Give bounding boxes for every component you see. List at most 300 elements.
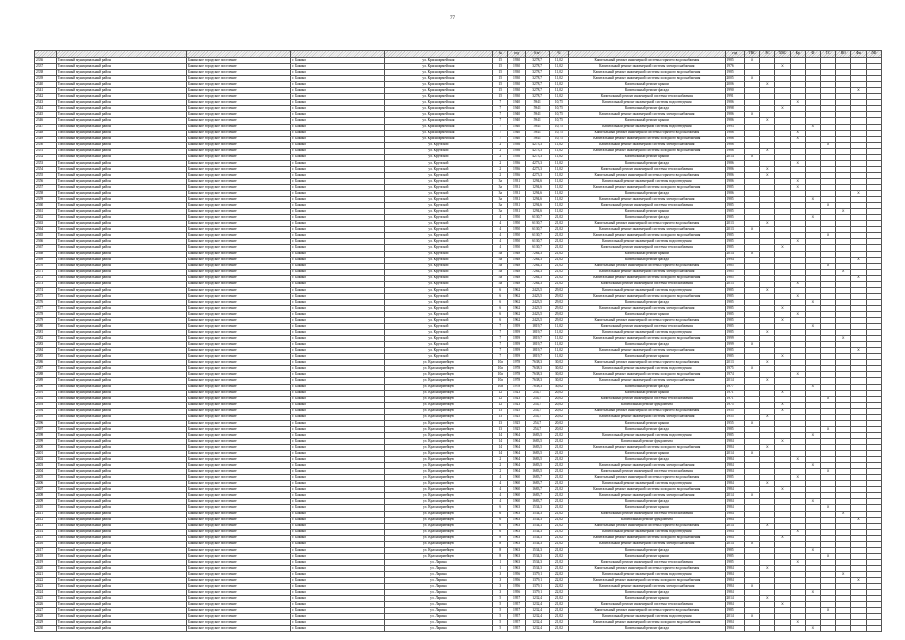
cell-house: 5 <box>493 614 508 620</box>
cell-work-type: Капитальный ремонт инженерной системы холодного водоснабжения <box>569 275 725 281</box>
cell-number: 2408 <box>35 493 57 499</box>
cell-house: 3а <box>493 191 508 197</box>
cell-city: г. Бакино <box>291 420 384 426</box>
cell-plan-year: 1986 <box>725 191 745 197</box>
cell-area: 5941 <box>525 106 549 112</box>
cell-plan-year: 2014 <box>725 378 745 384</box>
cell-percent: 21,02 <box>549 541 569 547</box>
cell-percent: 11,02 <box>549 142 569 148</box>
cell-number: 2421 <box>35 571 57 577</box>
cell-area: 7638,3 <box>525 360 549 366</box>
cell-house: 13 <box>493 420 508 426</box>
cell-work-type: Капитальный ремонт инженерной системы электроснабжения <box>569 541 725 547</box>
table-body <box>35 58 882 632</box>
cell-settlement: Бакинское городское поселение <box>187 390 291 396</box>
cell-house: 2 <box>493 160 508 166</box>
cell-number: 2364 <box>35 227 57 233</box>
cell-house: 5 <box>493 608 508 614</box>
cell-work-type: Капитальный ремонт инженерной системы водоотведения <box>569 529 725 535</box>
cell-area: 6130,7 <box>525 221 549 227</box>
cell-street: ул. Крупской <box>384 154 493 160</box>
cell-city: г. Бакино <box>291 251 384 257</box>
cell-house: 8 <box>493 553 508 559</box>
cell-work-type: Капитальный ремонт фасада <box>569 457 725 463</box>
cell-house: 14 <box>493 451 508 457</box>
cell-year: 1950 <box>508 221 525 227</box>
cell-settlement: Бакинское городское поселение <box>187 172 291 178</box>
cell-house: 12 <box>493 396 508 402</box>
cell-mark-6: X <box>820 553 835 559</box>
cell-area: 1294,6 <box>525 209 549 215</box>
cell-year: 1963 <box>508 529 525 535</box>
cell-house: 4 <box>493 239 508 245</box>
cell-percent: 21,02 <box>549 221 569 227</box>
cell-year: 1959 <box>508 354 525 360</box>
cell-work-type: Капитальный ремонт инженерной системы холодного водоснабжения <box>569 293 725 299</box>
cell-percent: 21,02 <box>549 487 569 493</box>
cell-percent: 11,02 <box>549 354 569 360</box>
cell-percent: 21,02 <box>549 626 569 632</box>
cell-mark-5: X <box>805 197 820 203</box>
cell-percent: 11,02 <box>549 348 569 354</box>
cell-city: г. Бакино <box>291 166 384 172</box>
cell-number: 2338 <box>35 70 57 76</box>
cell-percent: 21,02 <box>549 475 569 481</box>
cell-number: 2346 <box>35 118 57 124</box>
cell-year: 1925 <box>508 414 525 420</box>
cell-area: 254,7 <box>525 402 549 408</box>
cell-street: ул. Крупской <box>384 172 493 178</box>
cell-number: 2399 <box>35 438 57 444</box>
cell-work-type: Капитальный ремонт инженерной системы горячего водоснабжения <box>569 360 725 366</box>
cell-plan-year: 1984 <box>725 578 745 584</box>
cell-house: 10а <box>493 384 508 390</box>
cell-work-type: Капитальный ремонт инженерной системы водоотведения <box>569 178 725 184</box>
cell-year: 1930 <box>508 88 525 94</box>
cell-mark-7: X <box>836 336 851 342</box>
cell-area: 1294,6 <box>525 191 549 197</box>
cell-area: 4273,3 <box>525 166 549 172</box>
cell-district: Тополиный муниципальный район <box>56 142 186 148</box>
cell-area: 1683,7 <box>525 475 549 481</box>
cell-number: 2379 <box>35 318 57 324</box>
cell-year: 1959 <box>508 324 525 330</box>
cell-district: Тополиный муниципальный район <box>56 281 186 287</box>
cell-work-type: Капитальный ремонт крыши <box>569 354 725 360</box>
cell-plan-year: 1985 <box>725 348 745 354</box>
cell-number: 2387 <box>35 366 57 372</box>
cell-settlement: Бакинское городское поселение <box>187 432 291 438</box>
cell-year: 1936 <box>508 148 525 154</box>
cell-area: 5941 <box>525 118 549 124</box>
cell-area: 3278,7 <box>525 58 549 64</box>
cell-number: 2345 <box>35 112 57 118</box>
cell-city: г. Бакино <box>291 172 384 178</box>
cell-house: 7 <box>493 112 508 118</box>
cell-percent: 21,02 <box>549 451 569 457</box>
cell-area: 1534,3 <box>525 505 549 511</box>
cell-area: 1819,7 <box>525 336 549 342</box>
cell-area: 1534,3 <box>525 547 549 553</box>
cell-plan-year: 1999 <box>725 342 745 348</box>
cell-work-type: Капитальный ремонт инженерной системы холодного водоснабжения <box>569 535 725 541</box>
cell-area: 254,7 <box>525 396 549 402</box>
cell-work-type: Капитальный ремонт фасада <box>569 499 725 505</box>
column-header-work <box>569 51 725 58</box>
cell-district: Тополиный муниципальный район <box>56 590 186 596</box>
cell-year: 1963 <box>508 547 525 553</box>
cell-settlement: Бакинское городское поселение <box>187 547 291 553</box>
cell-number: 2403 <box>35 463 57 469</box>
cell-district: Тополиный муниципальный район <box>56 384 186 390</box>
cell-area: 1379,1 <box>525 571 549 577</box>
cell-percent: 21,02 <box>549 499 569 505</box>
cell-plan-year: 1985 <box>725 432 745 438</box>
cell-area: 5941 <box>525 112 549 118</box>
cell-mark-6: X <box>820 203 835 209</box>
cell-year: 1930 <box>508 64 525 70</box>
cell-plan-year: 1984 <box>725 505 745 511</box>
cell-city: г. Бакино <box>291 342 384 348</box>
cell-percent: 30,02 <box>549 372 569 378</box>
column-header-m4: Кр <box>790 51 805 58</box>
cell-district: Тополиный муниципальный район <box>56 614 186 620</box>
cell-year: 1959 <box>508 348 525 354</box>
cell-house: 6 <box>493 305 508 311</box>
cell-plan-year: 1985 <box>725 263 745 269</box>
cell-mark-2: X <box>760 481 775 487</box>
cell-year: 1962 <box>508 287 525 293</box>
cell-settlement: Бакинское городское поселение <box>187 487 291 493</box>
cell-plan-year: 2014 <box>725 493 745 499</box>
cell-plan-year: 1993 <box>725 124 745 130</box>
cell-area: 1534,3 <box>525 517 549 523</box>
cell-work-type: Капитальный ремонт инженерной системы холодного водоснабжения <box>569 578 725 584</box>
cell-street: ул. Красноармейцев <box>384 372 493 378</box>
cell-percent: 10,75 <box>549 136 569 142</box>
cell-house: 3а <box>493 209 508 215</box>
cell-mark-5: X <box>805 432 820 438</box>
cell-house: 7 <box>493 324 508 330</box>
cell-district: Тополиный муниципальный район <box>56 324 186 330</box>
cell-area: 7638,3 <box>525 366 549 372</box>
cell-year: 1930 <box>508 94 525 100</box>
column-header-street <box>384 51 493 58</box>
cell-settlement: Бакинское городское поселение <box>187 596 291 602</box>
cell-district: Тополиный муниципальный район <box>56 88 186 94</box>
cell-city: г. Бакино <box>291 293 384 299</box>
cell-settlement: Бакинское городское поселение <box>187 203 291 209</box>
cell-street: ул. Крупской <box>384 336 493 342</box>
cell-plan-year: 1984 <box>725 565 745 571</box>
cell-district: Тополиный муниципальный район <box>56 354 186 360</box>
cell-settlement: Бакинское городское поселение <box>187 136 291 142</box>
cell-percent: 11,02 <box>549 203 569 209</box>
cell-number: 2336 <box>35 58 57 64</box>
cell-area: 1379,1 <box>525 584 549 590</box>
cell-work-type: Капитальный ремонт фасада <box>569 626 725 632</box>
cell-year: 1956 <box>508 571 525 577</box>
cell-year: 1950 <box>508 215 525 221</box>
cell-street: ул. Крупской <box>384 342 493 348</box>
cell-percent: 20,02 <box>549 390 569 396</box>
cell-street: ул. Ларина <box>384 596 493 602</box>
cell-percent: 22,02 <box>549 571 569 577</box>
cell-area: 1683,5 <box>525 432 549 438</box>
cell-percent: 21,02 <box>549 457 569 463</box>
cell-city: г. Бакино <box>291 553 384 559</box>
cell-percent: 21,02 <box>549 596 569 602</box>
cell-work-type: Капитальный ремонт фундамента <box>569 517 725 523</box>
column-header-m1: ГВС <box>745 51 760 58</box>
cell-number: 2404 <box>35 469 57 475</box>
cell-year: 1957 <box>508 596 525 602</box>
cell-street: ул. Красноармейцев <box>384 535 493 541</box>
cell-area: 1232,4 <box>525 602 549 608</box>
cell-year: 1960 <box>508 481 525 487</box>
cell-work-type: Капитальный ремонт крыши <box>569 451 725 457</box>
cell-percent: 21,02 <box>549 517 569 523</box>
cell-work-type: Капитальный ремонт крыши <box>569 209 725 215</box>
cell-house: 13 <box>493 414 508 420</box>
column-header-no <box>35 51 57 58</box>
cell-mark-6: X <box>820 233 835 239</box>
cell-settlement: Бакинское городское поселение <box>187 324 291 330</box>
cell-mark-1: X <box>745 76 760 82</box>
cell-street: ул. Красноармейцев <box>384 408 493 414</box>
cell-street: ул. Красноармейцев <box>384 547 493 553</box>
cell-mark-1: X <box>745 58 760 64</box>
cell-house: 7 <box>493 354 508 360</box>
cell-percent: 20,02 <box>549 426 569 432</box>
cell-mark-6: X <box>820 142 835 148</box>
cell-year: 1948 <box>508 275 525 281</box>
cell-street: ул. Крупской <box>384 239 493 245</box>
cell-street: ул. Красноармейская <box>384 100 493 106</box>
cell-settlement: Бакинское городское поселение <box>187 463 291 469</box>
cell-area: 5941 <box>525 136 549 142</box>
cell-house: 8 <box>493 541 508 547</box>
cell-district: Тополиный муниципальный район <box>56 511 186 517</box>
cell-mark-1: X <box>745 541 760 547</box>
cell-area: 1819,7 <box>525 354 549 360</box>
cell-year: 1978 <box>508 360 525 366</box>
cell-percent: 21,02 <box>549 263 569 269</box>
cell-settlement: Бакинское городское поселение <box>187 154 291 160</box>
cell-mark-1: X <box>745 584 760 590</box>
cell-plan-year: 2013 <box>725 281 745 287</box>
cell-settlement: Бакинское городское поселение <box>187 493 291 499</box>
cell-district: Тополиный муниципальный район <box>56 620 186 626</box>
cell-district: Тополиный муниципальный район <box>56 263 186 269</box>
cell-district: Тополиный муниципальный район <box>56 166 186 172</box>
cell-city: г. Бакино <box>291 263 384 269</box>
cell-plan-year: 1984 <box>725 445 745 451</box>
cell-settlement: Бакинское городское поселение <box>187 305 291 311</box>
cell-district: Тополиный муниципальный район <box>56 299 186 305</box>
cell-area: 1534,3 <box>525 565 549 571</box>
cell-district: Тополиный муниципальный район <box>56 372 186 378</box>
cell-work-type: Капитальный ремонт фасада <box>569 191 725 197</box>
cell-number: 2383 <box>35 342 57 348</box>
cell-street: ул. Крупской <box>384 324 493 330</box>
cell-mark-3: X <box>775 390 790 396</box>
cell-mark-8: X <box>851 578 866 584</box>
cell-plan-year: 1984 <box>725 457 745 463</box>
cell-settlement: Бакинское городское поселение <box>187 529 291 535</box>
cell-year: 1940 <box>508 112 525 118</box>
cell-plan-year: 1998 <box>725 106 745 112</box>
cell-city: г. Бакино <box>291 257 384 263</box>
cell-number: 2398 <box>35 432 57 438</box>
cell-number: 2397 <box>35 426 57 432</box>
cell-district: Тополиный муниципальный район <box>56 445 186 451</box>
cell-settlement: Бакинское городское поселение <box>187 608 291 614</box>
cell-area: 1232,4 <box>525 614 549 620</box>
cell-street: ул. Крупской <box>384 299 493 305</box>
cell-street: ул. Крупской <box>384 203 493 209</box>
cell-number: 2369 <box>35 257 57 263</box>
cell-work-type: Капитальный ремонт инженерной системы водоотведения <box>569 124 725 130</box>
cell-work-type: Капитальный ремонт фундамента <box>569 438 725 444</box>
cell-city: г. Бакино <box>291 305 384 311</box>
cell-district: Тополиный муниципальный район <box>56 596 186 602</box>
cell-number: 2415 <box>35 535 57 541</box>
cell-percent: 11,02 <box>549 76 569 82</box>
cell-settlement: Бакинское городское поселение <box>187 366 291 372</box>
cell-mark-3: X <box>775 535 790 541</box>
cell-house: 4 <box>493 487 508 493</box>
cell-settlement: Бакинское городское поселение <box>187 535 291 541</box>
cell-year: 1964 <box>508 445 525 451</box>
cell-work-type: Капитальный ремонт инженерной системы электроснабжения <box>569 493 725 499</box>
cell-house: 4 <box>493 221 508 227</box>
cell-percent: 21,02 <box>549 463 569 469</box>
cell-house: 1 <box>493 565 508 571</box>
cell-number: 2427 <box>35 608 57 614</box>
cell-mark-6: X <box>820 608 835 614</box>
cell-work-type: Капитальный ремонт инженерной системы водоотведения <box>569 614 725 620</box>
cell-street: ул. Крупской <box>384 227 493 233</box>
cell-year: 1957 <box>508 626 525 632</box>
cell-mark-4: X <box>790 620 805 626</box>
cell-number: 2413 <box>35 523 57 529</box>
cell-year: 1948 <box>508 269 525 275</box>
cell-city: г. Бакино <box>291 191 384 197</box>
cell-work-type: Капитальный ремонт инженерной системы холодного водоснабжения <box>569 336 725 342</box>
cell-street: ул. Красноармейская <box>384 82 493 88</box>
cell-street: ул. Красноармейская <box>384 64 493 70</box>
cell-plan-year: 1986 <box>725 142 745 148</box>
cell-street: ул. Красноармейская <box>384 70 493 76</box>
cell-area: 4273,3 <box>525 148 549 154</box>
cell-plan-year: 1984 <box>725 620 745 626</box>
cell-settlement: Бакинское городское поселение <box>187 469 291 475</box>
cell-mark-4: X <box>790 293 805 299</box>
cell-year: 1963 <box>508 511 525 517</box>
cell-mark-4: X <box>790 239 805 245</box>
cell-area: 254,7 <box>525 414 549 420</box>
cell-house: 8 <box>493 547 508 553</box>
cell-percent: 11,02 <box>549 330 569 336</box>
cell-number: 2388 <box>35 372 57 378</box>
cell-mark-1: X <box>745 493 760 499</box>
cell-city: г. Бакино <box>291 578 384 584</box>
cell-street: ул. Красноармейская <box>384 76 493 82</box>
cell-district: Тополиный муниципальный район <box>56 348 186 354</box>
cell-settlement: Бакинское городское поселение <box>187 184 291 190</box>
cell-year: 1931 <box>508 178 525 184</box>
cell-area: 1819,7 <box>525 342 549 348</box>
cell-plan-year: 1971 <box>725 390 745 396</box>
cell-mark-8: X <box>851 257 866 263</box>
cell-percent: 11,02 <box>549 70 569 76</box>
cell-city: г. Бакино <box>291 402 384 408</box>
cell-city: г. Бакино <box>291 511 384 517</box>
cell-number: 2365 <box>35 233 57 239</box>
cell-work-type: Капитальный ремонт инженерной системы горячего водоснабжения <box>569 565 725 571</box>
cell-settlement: Бакинское городское поселение <box>187 124 291 130</box>
cell-district: Тополиный муниципальный район <box>56 463 186 469</box>
cell-mark-1: X <box>745 251 760 257</box>
cell-area: 7638,3 <box>525 372 549 378</box>
cell-mark-2: X <box>760 565 775 571</box>
column-header-m9: ЛФ <box>866 51 881 58</box>
cell-year: 1936 <box>508 172 525 178</box>
cell-street: ул. Красноармейская <box>384 88 493 94</box>
cell-city: г. Бакино <box>291 154 384 160</box>
cell-number: 2424 <box>35 590 57 596</box>
cell-work-type: Капитальный ремонт крыши <box>569 154 725 160</box>
cell-street: ул. Красноармейцев <box>384 426 493 432</box>
cell-city: г. Бакино <box>291 445 384 451</box>
cell-city: г. Бакино <box>291 584 384 590</box>
cell-district: Тополиный муниципальный район <box>56 336 186 342</box>
cell-city: г. Бакино <box>291 142 384 148</box>
cell-work-type: Капитальный ремонт инженерной системы теплоснабжения <box>569 324 725 330</box>
cell-house: 7 <box>493 130 508 136</box>
cell-district: Тополиный муниципальный район <box>56 475 186 481</box>
cell-house: 4 <box>493 481 508 487</box>
cell-plan-year: 1985 <box>725 324 745 330</box>
cell-plan-year: 1984 <box>725 602 745 608</box>
cell-settlement: Бакинское городское поселение <box>187 384 291 390</box>
cell-settlement: Бакинское городское поселение <box>187 511 291 517</box>
cell-work-type: Капитальный ремонт инженерной системы электроснабжения <box>569 463 725 469</box>
cell-district: Тополиный муниципальный район <box>56 457 186 463</box>
cell-percent: 11,02 <box>549 160 569 166</box>
cell-house: 3а <box>493 184 508 190</box>
page-number: 77 <box>450 16 455 21</box>
cell-district: Тополиный муниципальный район <box>56 191 186 197</box>
cell-year: 1963 <box>508 505 525 511</box>
cell-mark-4: X <box>790 184 805 190</box>
cell-district: Тополиный муниципальный район <box>56 215 186 221</box>
cell-percent: 20,02 <box>549 402 569 408</box>
cell-district: Тополиный муниципальный район <box>56 239 186 245</box>
cell-street: ул. Крупской <box>384 233 493 239</box>
cell-number: 2370 <box>35 263 57 269</box>
cell-mark-4: X <box>790 529 805 535</box>
cell-percent: 10,75 <box>549 124 569 130</box>
cell-settlement: Бакинское городское поселение <box>187 227 291 233</box>
cell-settlement: Бакинское городское поселение <box>187 299 291 305</box>
cell-house: 3а <box>493 203 508 209</box>
cell-mark-6: X <box>820 396 835 402</box>
cell-mark-2: X <box>760 378 775 384</box>
cell-house: 7 <box>493 118 508 124</box>
cell-plan-year: 1985 <box>725 354 745 360</box>
